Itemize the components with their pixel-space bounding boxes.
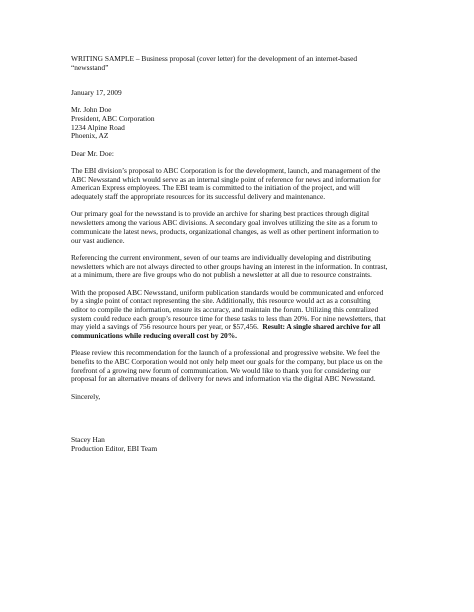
body-line: communicate the latest news, products, organizational changes, as well as other pertinent information to: [71, 226, 379, 236]
recipient-title: President, ABC Corporation: [71, 114, 155, 123]
savings-text: may yield a savings of 756 resource hours per year, or $57,456.: [71, 322, 263, 332]
recipient-name: Mr. John Doe: [71, 105, 112, 115]
body-line: ABC Newsstand which would serve as an internal single point of reference for news and information for: [71, 174, 381, 184]
body-line: benefits to the ABC Corporation would not only help meet our goals for the company, but place us on the: [71, 357, 383, 367]
body-line: newsletters which are not always directed to other groups having an interest in the information. In contrast,: [71, 261, 388, 271]
signature-block: [71, 436, 403, 453]
recipient-street: 1234 Alpine Road: [71, 122, 125, 132]
cover-letter: [71, 55, 403, 462]
recipient-city: Phoenix, AZ: [71, 131, 109, 141]
paragraph-proposal: [71, 167, 403, 202]
body-line: proposal for an alternative means of delivery for news and information via the digital ABC Newsstand.: [71, 374, 376, 384]
body-line: editor to compile the information, ensure its accuracy, and maintain the forum. Utilizing this centralized: [71, 304, 379, 314]
paragraph-goals: [71, 210, 403, 245]
paragraph-newsstand: [71, 289, 403, 341]
body-line: at a minimum, there are five groups who do not publish a newsletter at all due to resource constraints.: [71, 270, 372, 280]
signer-title: Production Editor, EBI Team: [71, 443, 158, 453]
body-line: system could reduce each group’s resource time for these tasks to less than 20%. For nine newsletters, that: [71, 313, 386, 323]
paragraph-closing-request: [71, 349, 403, 384]
body-line: adequately staff the appropriate resources for its successful delivery and maintenance.: [71, 192, 326, 202]
body-line: Please review this recommendation for the launch of a professional and progressive website. We feel the: [71, 348, 380, 358]
heading-line: WRITING SAMPLE – Business proposal (cover letter) for the development of an internet-based: [71, 54, 358, 63]
closing: [71, 393, 403, 402]
signature-space: [71, 410, 403, 436]
body-line: The EBI division’s proposal to ABC Corporation is for the development, launch, and management of the: [71, 166, 381, 175]
body-line: With the proposed ABC Newsstand, uniform publication standards would be communicated and enforced: [71, 287, 384, 297]
body-line: our vast audience.: [71, 235, 125, 245]
body-line: newsletters among the various ABC divisions. A secondary goal involves utilizing the site as a forum to: [71, 218, 378, 228]
paragraph-environment: [71, 254, 403, 280]
signer-name: Stacey Han: [71, 435, 105, 445]
letter-date: [71, 89, 403, 98]
salutation: [71, 150, 403, 159]
date-text: January 17, 2009: [71, 88, 122, 97]
body-line: by a single point of contact representing the site. Additionally, this resource would act as a consulting: [71, 296, 371, 306]
salutation-text: Dear Mr. Doe:: [71, 148, 114, 158]
result-text-continued: communications while reducing overall cost by 20%.: [71, 331, 237, 341]
letter-heading: [71, 55, 403, 72]
closing-text: Sincerely,: [71, 391, 101, 401]
body-line: Our primary goal for the newsstand is to provide an archive for sharing best practices through digital: [71, 209, 370, 219]
body-line: forefront of a growing new forum of communication. We would like to thank you for considering our: [71, 365, 371, 375]
heading-line: “newsstand”: [71, 62, 109, 72]
body-line: Referencing the current environment, seven of our teams are individually developing and distributing: [71, 252, 371, 262]
body-line: American Express employees. The EBI team is committed to the initiation of the project, and will: [71, 183, 361, 193]
recipient-address: [71, 106, 403, 141]
result-text: Result: A single shared archive for all: [262, 322, 381, 332]
